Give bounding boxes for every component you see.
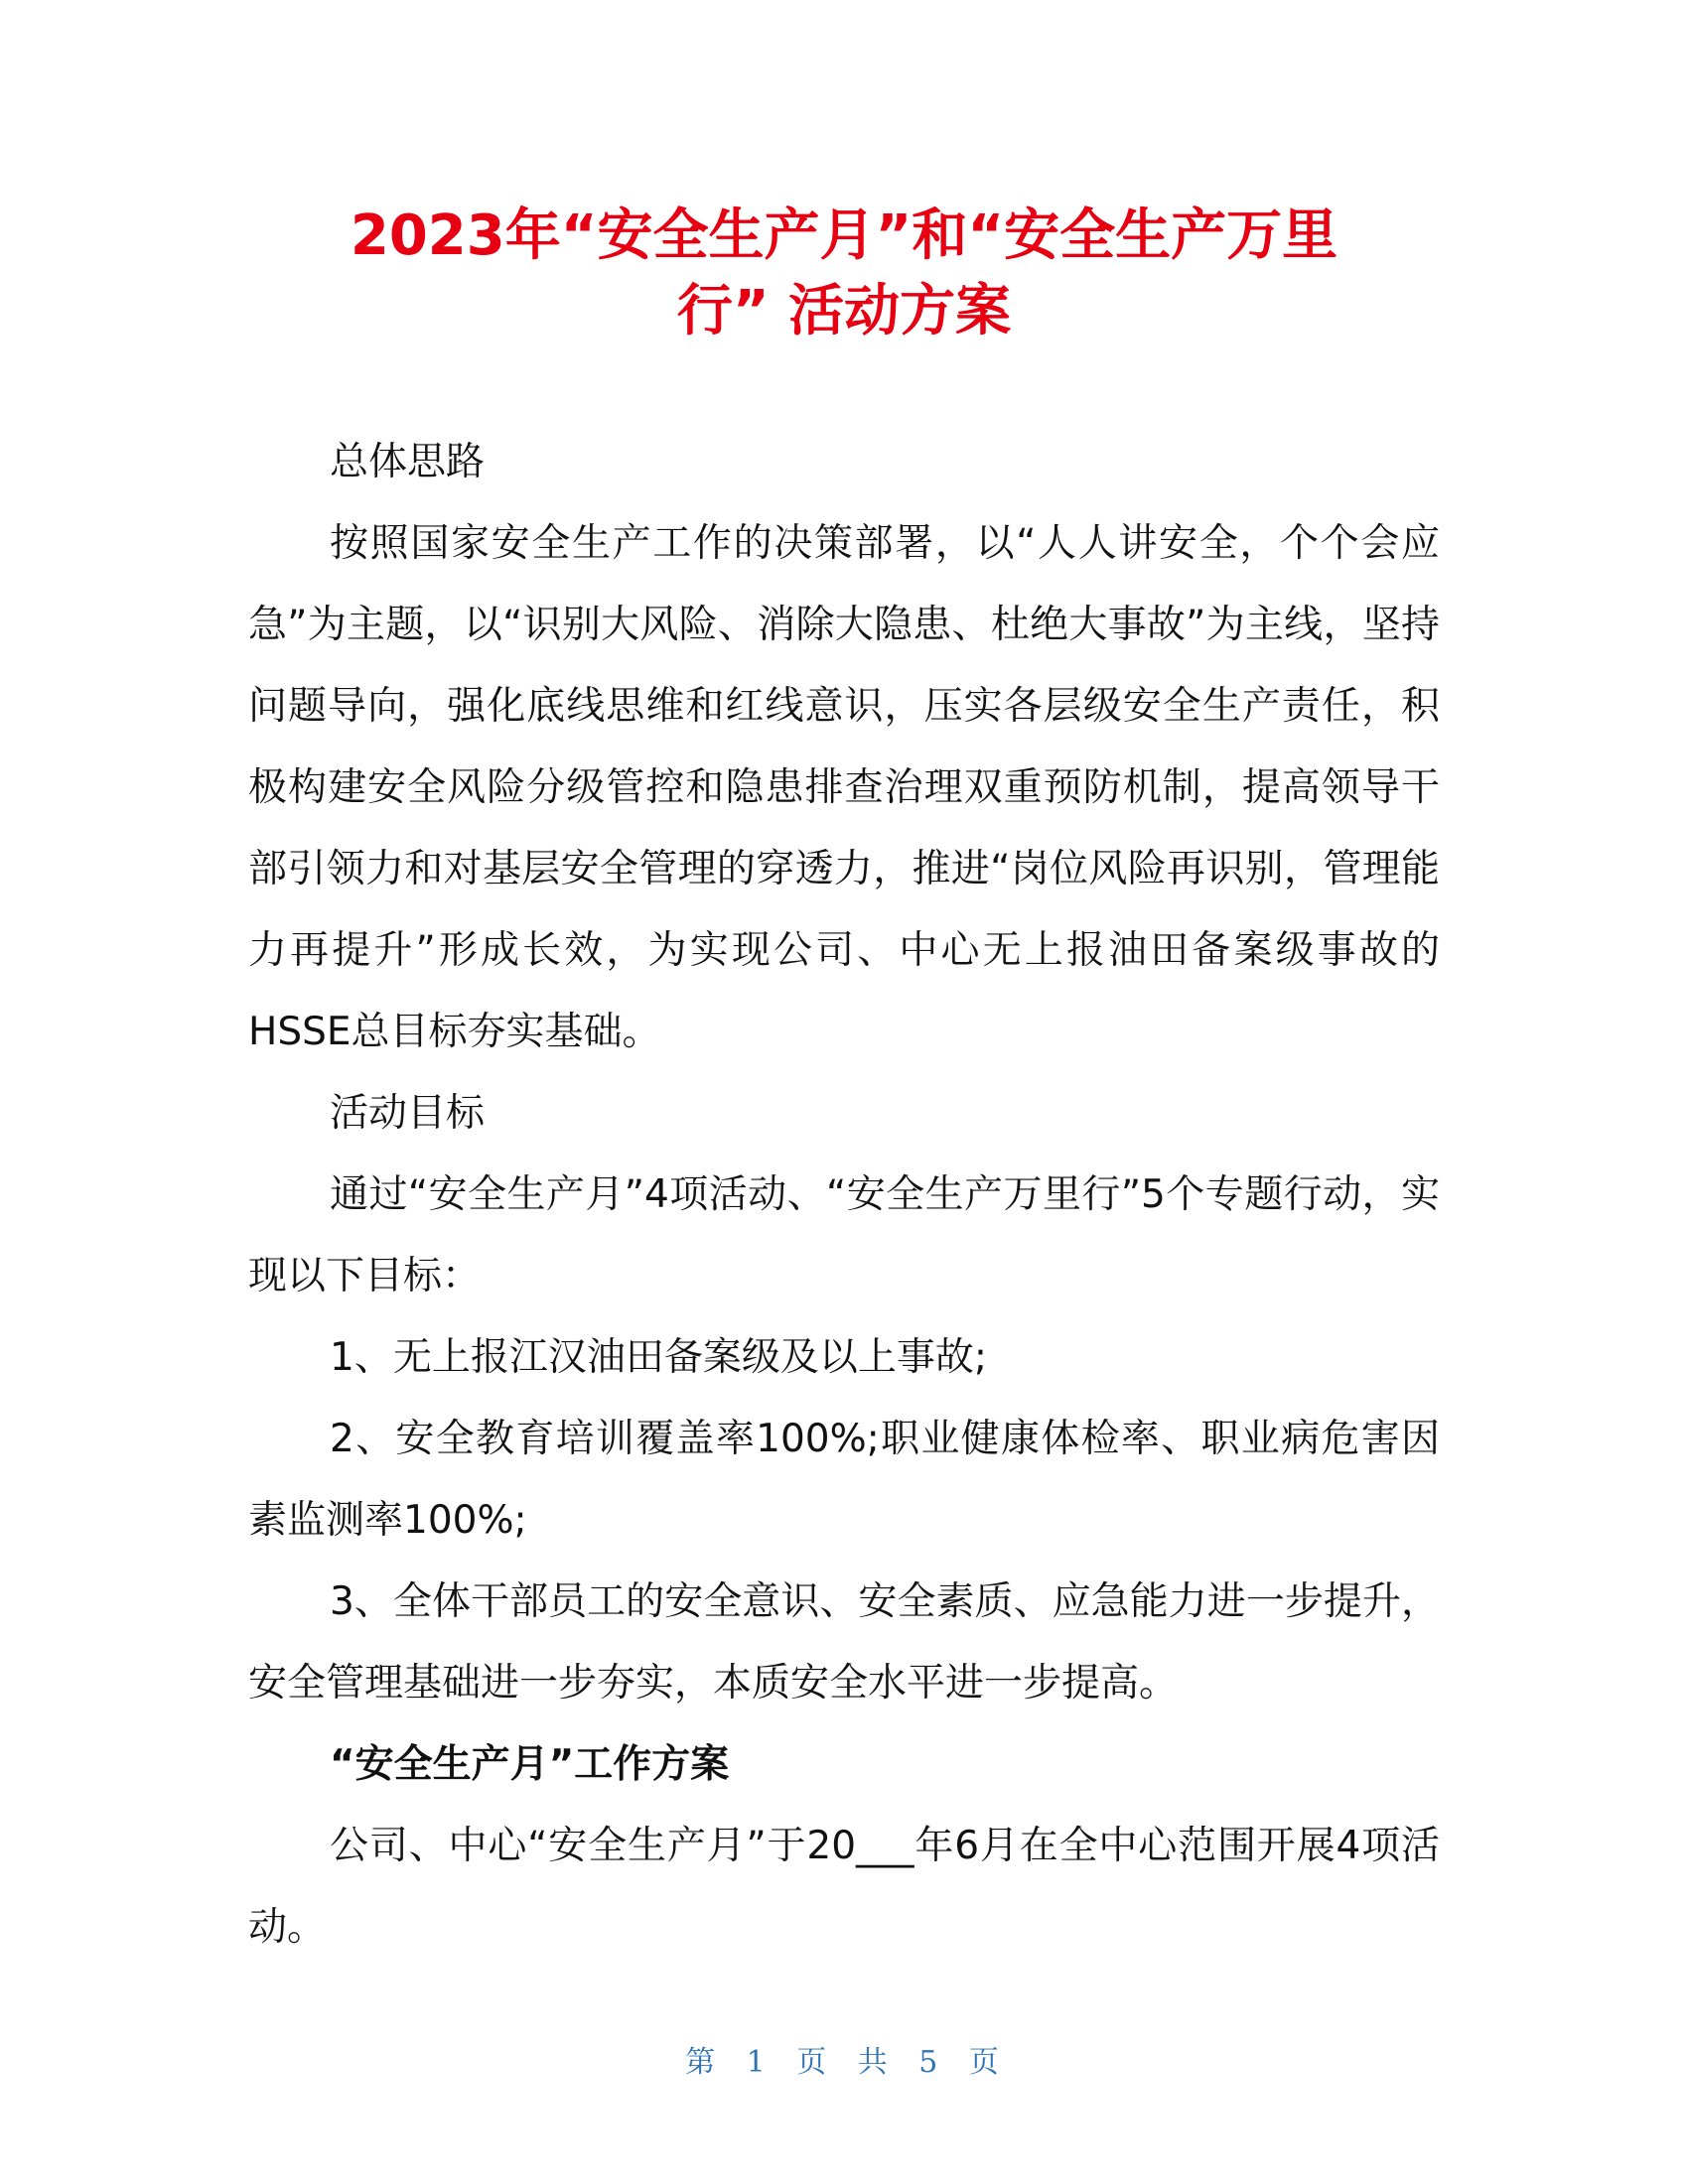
document-title — [248, 199, 1440, 349]
page-number-footer: 第 1 页 共 5 页 — [685, 2045, 1003, 2080]
paragraph-safety-month-plan: 公司、中心“安全生产月”于20___年6月在全中心范围开展4项活动。 — [248, 1824, 1440, 1950]
document-title-line-2: 行” 活动方案 — [676, 279, 1012, 343]
paragraph-overall-approach: 按照国家安全生产工作的决策部署，以“人人讲安全，个个会应急”为主题，以“识别大风险、消除大隐患、杜绝大事故”为主线，坚持问题导向，强化底线思维和红线意识，压实各层级安全生产责任，积极构建安全风险分级管控和隐患排查治理双重预防机制，提高领导干部引领力和对基层安全管理的穿透力，推进“岗位风险再识别，管理能力再提升”形成长效，为实现公司、中心无上报油田备案级事故的HSSE总目标夯实基础。 — [248, 521, 1440, 1054]
goal-item-1: 1、无上报江汉油田备案级及以上事故; — [330, 1335, 987, 1380]
goal-item-3: 3、全体干部员工的安全意识、安全素质、应急能力进一步提升，安全管理基础进一步夯实，本质安全水平进一步提高。 — [248, 1579, 1440, 1706]
paragraph-goals-intro: 通过“安全生产月”4项活动、“安全生产万里行”5个专题行动，实现以下目标： — [248, 1172, 1440, 1298]
section-heading-activity-goals: 活动目标 — [330, 1091, 486, 1136]
section-heading-overall-approach: 总体思路 — [330, 440, 486, 484]
section-heading-safety-month-plan: “安全生产月”工作方案 — [330, 1742, 730, 1787]
document-title-line-1: 2023年“安全生产月”和“安全生产万里 — [350, 204, 1338, 268]
goal-item-2: 2、安全教育培训覆盖率100%;职业健康体检率、职业病危害因素监测率100%; — [248, 1417, 1440, 1543]
document-body — [248, 422, 1440, 1969]
